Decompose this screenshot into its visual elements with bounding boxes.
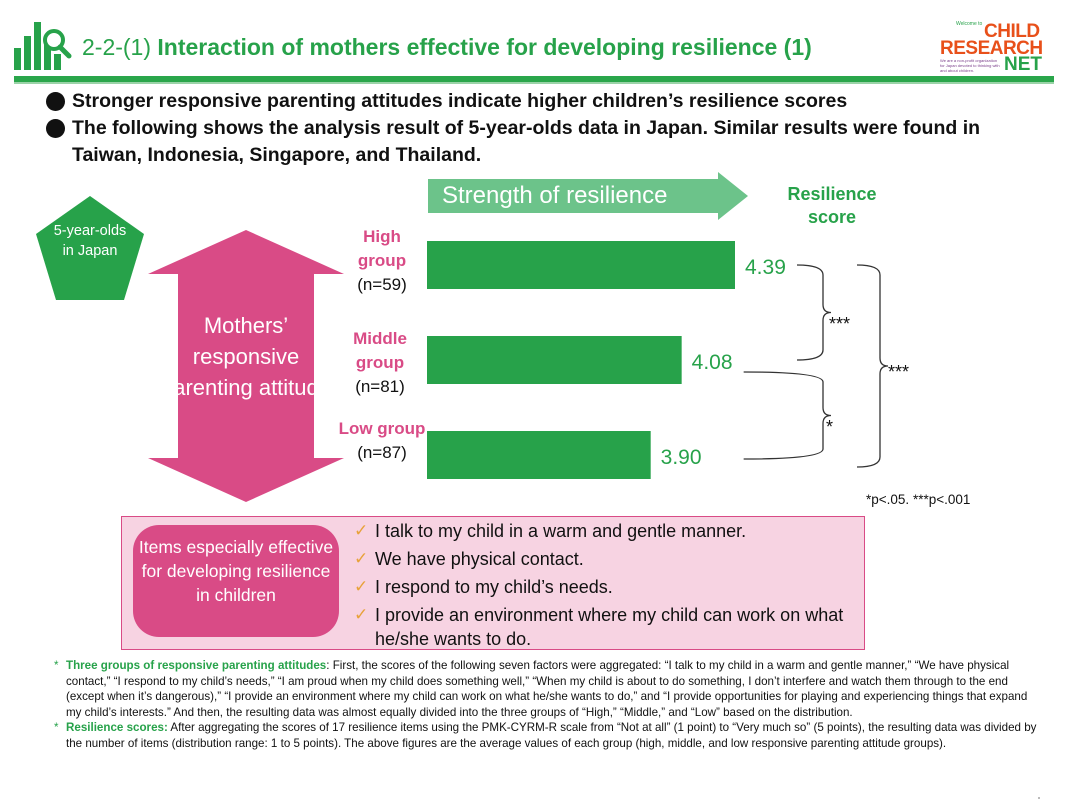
list-item: ✓ I provide an environment where my child can work on what he/she wants to do. <box>354 605 844 649</box>
effective-items-list <box>354 519 864 655</box>
asterisk-icon: * <box>54 659 59 672</box>
check-mark-icon: ✓ <box>354 549 369 568</box>
title-text: Interaction of mothers effective for developing resilience (1) <box>157 34 812 60</box>
bracket-high-low <box>857 265 888 467</box>
significance-p001: ***p<.001 <box>912 492 971 507</box>
check-mark-icon: ✓ <box>354 605 369 624</box>
key-point: The following shows the analysis result of 5-year-olds data in Japan. Similar results were found in Taiwan, Indonesia, Singapore, and Thailand. <box>46 115 1046 169</box>
list-item: ✓ I respond to my child’s needs. <box>354 577 613 597</box>
bar-value-label: 4.39 <box>745 256 786 279</box>
list-item: ✓ We have physical contact. <box>354 549 584 569</box>
group-label-high: High group (n=59) <box>357 227 407 294</box>
list-item: ✓ I talk to my child in a warm and gentle manner. <box>354 521 747 541</box>
check-mark-icon: ✓ <box>354 521 369 540</box>
bar-low <box>427 431 651 479</box>
asterisk-icon: * <box>54 721 59 735</box>
significance-high-low: *** <box>888 362 910 382</box>
bracket-high-middle <box>797 265 831 360</box>
significance-high-middle: *** <box>829 314 851 334</box>
parenting-attitude-label: Mothers’ responsive parenting attitude <box>160 313 332 400</box>
bar-value-label: 3.90 <box>660 446 702 469</box>
logo-welcome: Welcome to <box>956 21 983 27</box>
bar-value-label: 4.08 <box>691 351 733 374</box>
logo-research: RESEARCH <box>940 38 1043 59</box>
bracket-middle-low <box>744 372 834 459</box>
section-number: 2-2-(1) <box>82 34 152 60</box>
significance-middle-low: * <box>826 417 834 437</box>
group-label-middle: Middle group (n=81) <box>353 329 407 396</box>
footnote-groups: * Three groups of responsive parenting attitudes: First, the scores of the following seven factors were aggregated: “I talk to my child in a warm and gentle manner,” “We have physical contact,” “I respond to my child’s needs,” “I am proud when my child does something well,” “When my child is about to do something, I don’t interfere and watch them through to the end (except when it’s dangerous),” “I provide an environment where my child can work on what he/she wants to do,” and “I provide opportunities for playing and experiencing things that expand my child’s interests.” And then, the resulting data was almost equally divided into the three groups of “High,” “Middle,” and “Low” based on the distribution. <box>54 659 1028 719</box>
logo-net: NET <box>1004 54 1042 75</box>
strength-label: Strength of resilience <box>442 182 668 209</box>
footnotes <box>54 658 1044 752</box>
effective-items-title: Items especially effective for developing resilience in children <box>138 537 334 605</box>
check-mark-icon: ✓ <box>354 577 369 596</box>
significance-p05: *p<.05. <box>866 492 910 507</box>
logo-child: CHILD <box>984 21 1040 42</box>
logo-tagline: We are a non-profit organization for Japan devoted to thinking with and about children. <box>940 58 1000 73</box>
group-label-low: Low group (n=87) <box>338 419 426 462</box>
score-axis-title: Resilience score <box>787 184 877 227</box>
bar-high <box>427 241 735 289</box>
bar-middle <box>427 336 682 384</box>
significance-note <box>866 492 970 507</box>
key-point: Stronger responsive parenting attitudes indicate higher children’s resilience scores <box>46 88 1046 115</box>
sample-label: 5-year-olds in Japan <box>53 223 127 259</box>
slide-marker <box>1038 797 1040 799</box>
footnote-scores: * Resilience scores: After aggregating the scores of 17 resilience items using the PMK-CYRM-R scale from “Not at all” (1 point) to “Very much so” (5 points), the resulting data was divided by the number of items (distribution range: 1 to 5 points). The above figures are the average values of each group (high, middle, and low responsive parenting attitude groups). <box>54 721 1037 750</box>
